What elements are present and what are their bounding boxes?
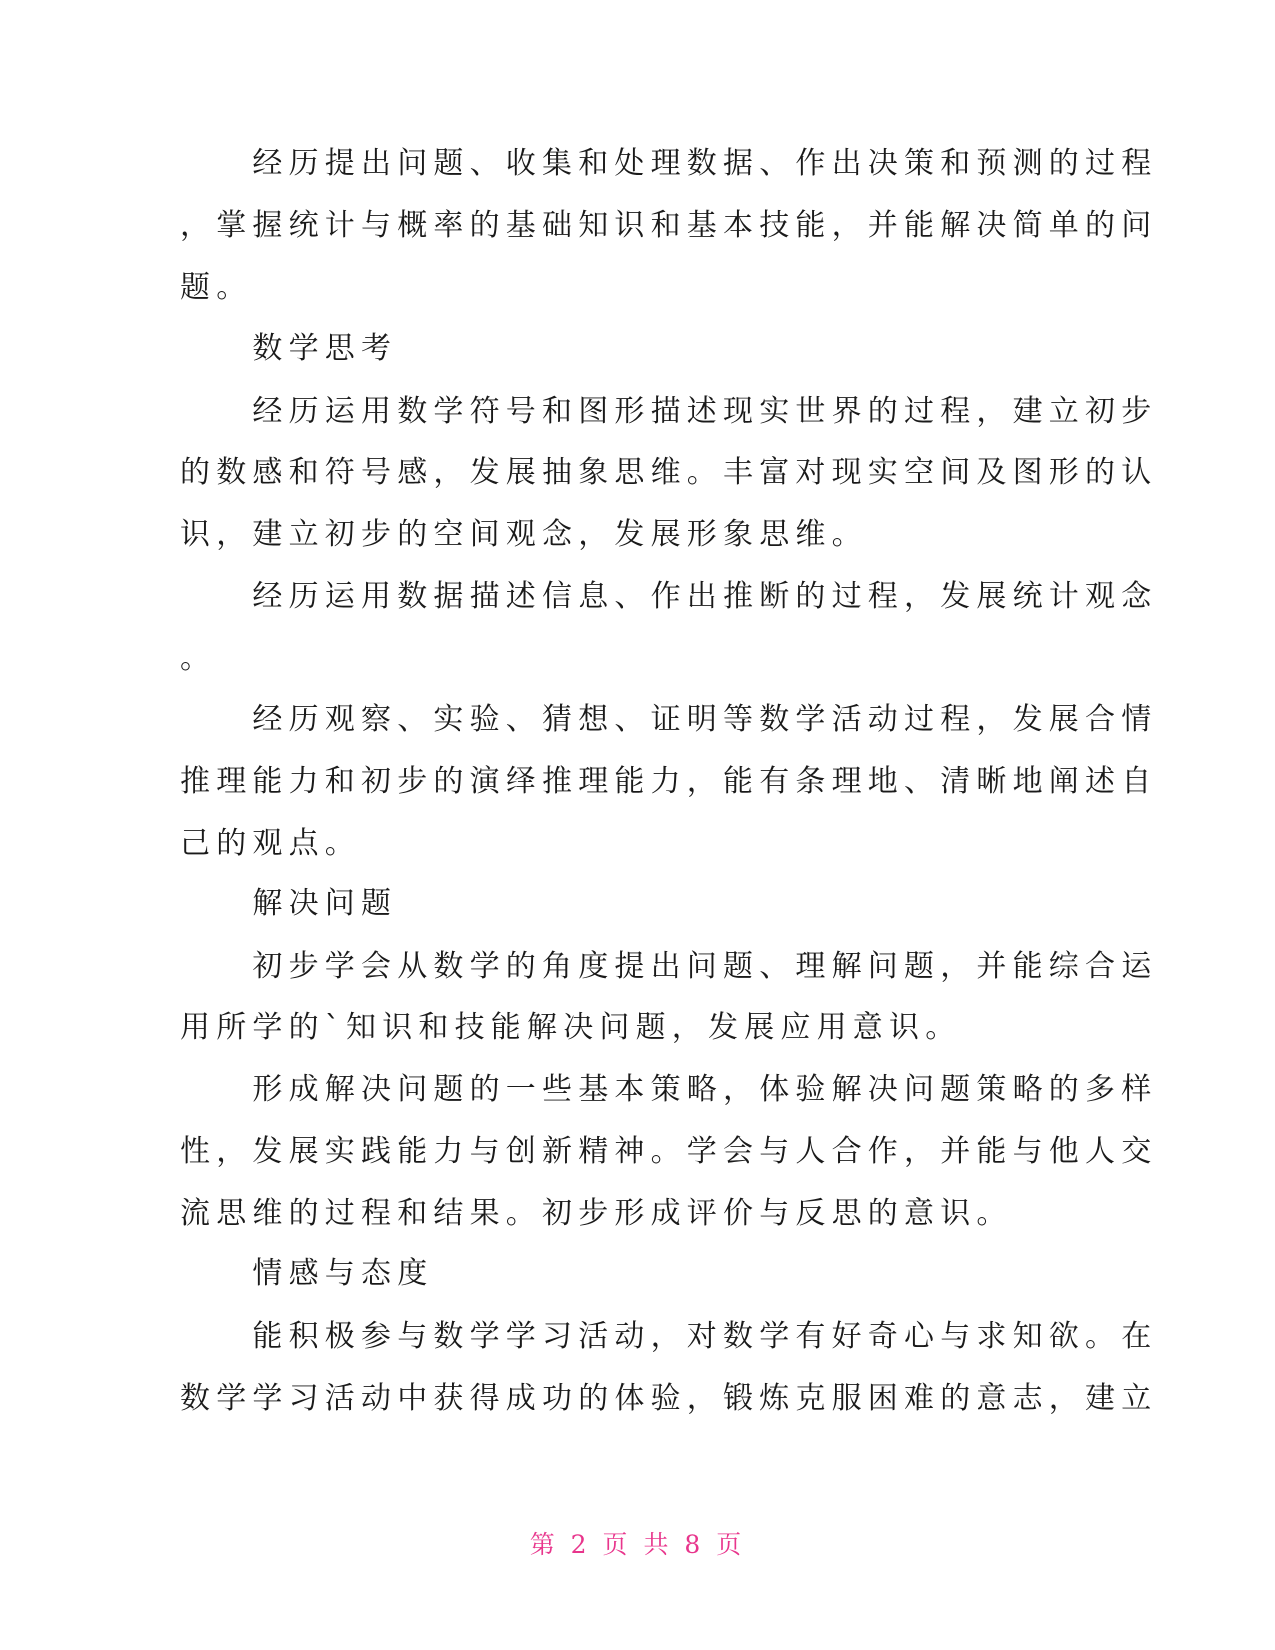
text-line: 的数感和符号感，发展抽象思维。丰富对现实空间及图形的认 bbox=[180, 455, 1158, 490]
page-number-footer: 第 2 页 共 8 页 bbox=[529, 1530, 746, 1559]
text-line: 经历提出问题、收集和处理数据、作出决策和预测的过程 bbox=[180, 146, 1158, 181]
text-line: 推理能力和初步的演绎推理能力，能有条理地、清晰地阐述自 bbox=[180, 764, 1158, 799]
text-line: 性，发展实践能力与创新精神。学会与人合作，并能与他人交 bbox=[180, 1134, 1158, 1169]
section-heading-emotion-attitude: 情感与态度 bbox=[180, 1256, 434, 1291]
text-line: 用所学的`知识和技能解决问题，发展应用意识。 bbox=[180, 1010, 962, 1045]
text-line: 。 bbox=[180, 641, 217, 676]
section-heading-math-thinking: 数学思考 bbox=[180, 331, 398, 366]
text-line: 经历运用数学符号和图形描述现实世界的过程，建立初步 bbox=[180, 394, 1158, 429]
text-line: 识，建立初步的空间观念，发展形象思维。 bbox=[180, 517, 868, 552]
text-line: 己的观点。 bbox=[180, 826, 361, 861]
text-line: ，掌握统计与概率的基础知识和基本技能，并能解决简单的问 bbox=[180, 208, 1158, 243]
text-line: 流思维的过程和结果。初步形成评价与反思的意识。 bbox=[180, 1196, 1013, 1231]
text-line: 形成解决问题的一些基本策略，体验解决问题策略的多样 bbox=[180, 1072, 1158, 1107]
text-line: 能积极参与数学学习活动，对数学有好奇心与求知欲。在 bbox=[180, 1319, 1158, 1354]
text-line: 数学学习活动中获得成功的体验，锻炼克服困难的意志，建立 bbox=[180, 1381, 1158, 1416]
text-line: 题。 bbox=[180, 270, 253, 305]
section-heading-problem-solving: 解决问题 bbox=[180, 886, 398, 921]
text-line: 经历运用数据描述信息、作出推断的过程，发展统计观念 bbox=[180, 579, 1158, 614]
text-line: 经历观察、实验、猜想、证明等数学活动过程，发展合情 bbox=[180, 702, 1158, 737]
text-line: 初步学会从数学的角度提出问题、理解问题，并能综合运 bbox=[180, 949, 1158, 984]
